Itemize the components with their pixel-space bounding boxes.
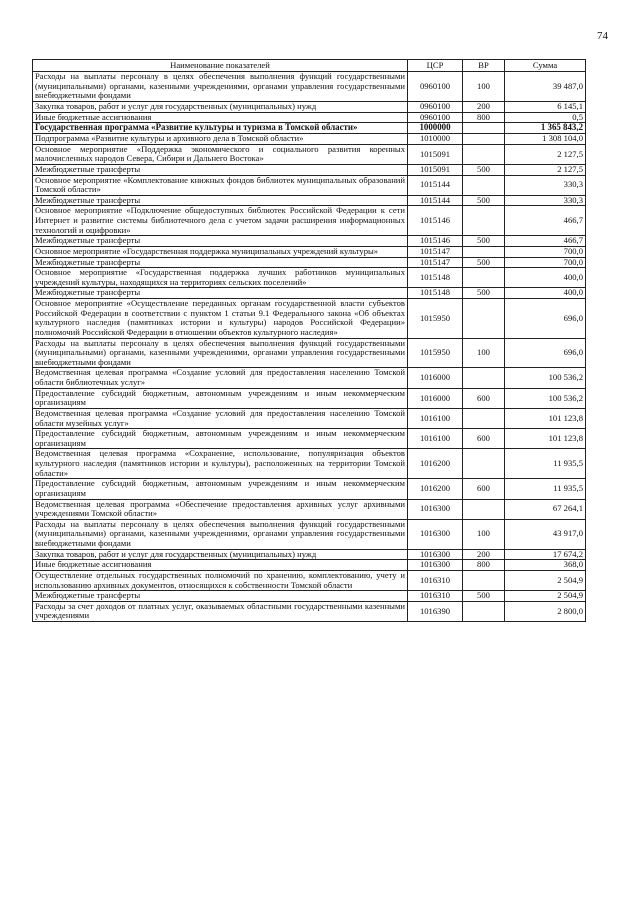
row-vr: 600 [463, 388, 505, 408]
row-code: 1016200 [408, 479, 463, 499]
row-name: Ведомственная целевая программа «Сохранение, использование, популяризация объектов культурного наследия (памятников истории и культуры), расположенных на территории Томской области» [33, 449, 408, 479]
table-body [33, 72, 586, 622]
table-row [33, 388, 586, 408]
row-code: 1016100 [408, 408, 463, 428]
row-vr: 800 [463, 112, 505, 123]
row-name: Ведомственная целевая программа «Обеспечение предоставления архивных услуг архивными учреждениями Томской области» [33, 499, 408, 519]
row-sum: 101 123,8 [505, 429, 586, 449]
row-vr: 500 [463, 591, 505, 602]
header-code: ЦСР [408, 60, 463, 72]
row-name: Расходы на выплаты персоналу в целях обеспечения выполнения функций государственными (муниципальными) органами, казенными учреждениями, органами управления государственными внебюджетными фондами [33, 72, 408, 102]
row-name: Расходы на выплаты персоналу в целях обеспечения выполнения функций государственными (муниципальными) органами, казенными учреждениями, органами управления государственными внебюджетными фондами [33, 338, 408, 368]
row-name: Межбюджетные трансферты [33, 195, 408, 206]
row-vr: 200 [463, 549, 505, 560]
table-row [33, 499, 586, 519]
row-sum: 17 674,2 [505, 549, 586, 560]
row-code: 1016300 [408, 549, 463, 560]
row-code: 1000000 [408, 123, 463, 134]
row-name: Закупка товаров, работ и услуг для государственных (муниципальных) нужд [33, 549, 408, 560]
row-sum: 700,0 [505, 257, 586, 268]
table-row [33, 299, 586, 339]
row-sum: 696,0 [505, 299, 586, 339]
row-name: Межбюджетные трансферты [33, 591, 408, 602]
row-sum: 700,0 [505, 246, 586, 257]
row-code: 1015148 [408, 268, 463, 288]
row-sum: 2 127,5 [505, 164, 586, 175]
budget-table [32, 59, 586, 622]
row-code: 1015091 [408, 164, 463, 175]
row-vr [463, 408, 505, 428]
table-row [33, 236, 586, 247]
row-vr [463, 449, 505, 479]
row-vr: 200 [463, 101, 505, 112]
row-vr [463, 601, 505, 621]
table-row [33, 268, 586, 288]
row-code: 1016390 [408, 601, 463, 621]
row-vr: 600 [463, 479, 505, 499]
row-code: 1015147 [408, 246, 463, 257]
table-row [33, 601, 586, 621]
row-sum: 0,5 [505, 112, 586, 123]
row-vr: 100 [463, 72, 505, 102]
row-code: 1010000 [408, 134, 463, 145]
table-row [33, 449, 586, 479]
row-name: Предоставление субсидий бюджетным, автономным учреждениям и иным некоммерческим организациям [33, 429, 408, 449]
table-row [33, 570, 586, 590]
table-row [33, 429, 586, 449]
header-vr: ВР [463, 60, 505, 72]
row-vr [463, 368, 505, 388]
row-name: Ведомственная целевая программа «Создание условий для предоставления населению Томской области музейных услуг» [33, 408, 408, 428]
row-sum: 330,3 [505, 195, 586, 206]
row-code: 1016300 [408, 519, 463, 549]
row-sum: 368,0 [505, 560, 586, 571]
row-sum: 67 264,1 [505, 499, 586, 519]
row-name: Основное мероприятие «Осуществление переданных органам государственной власти субъектов Российской Федерации в соответствии с пунктом 1 статьи 9.1 Федерального закона «Об объектах культурного наследия (памятниках истории и культуры) народов Российской Федерации» полномочий Российской Федерации в отношении объектов культурного наследия» [33, 299, 408, 339]
row-vr: 500 [463, 195, 505, 206]
row-code: 1015950 [408, 299, 463, 339]
table-row [33, 560, 586, 571]
row-name: Предоставление субсидий бюджетным, автономным учреждениям и иным некоммерческим организациям [33, 479, 408, 499]
row-code: 0960100 [408, 72, 463, 102]
table-row [33, 101, 586, 112]
row-vr: 100 [463, 338, 505, 368]
row-code: 1016200 [408, 449, 463, 479]
row-name: Предоставление субсидий бюджетным, автономным учреждениям и иным некоммерческим организациям [33, 388, 408, 408]
row-name: Основное мероприятие «Поддержка экономического и социального развития коренных малочисленных народов Севера, Сибири и Дальнего Востока» [33, 144, 408, 164]
table-row [33, 123, 586, 134]
row-name: Осуществление отдельных государственных полномочий по хранению, комплектованию, учету и использованию архивных документов, относящихся к собственности Томской области [33, 570, 408, 590]
row-name: Межбюджетные трансферты [33, 164, 408, 175]
row-sum: 466,7 [505, 206, 586, 236]
row-name: Иные бюджетные ассигнования [33, 560, 408, 571]
row-sum: 11 935,5 [505, 449, 586, 479]
row-code: 0960100 [408, 101, 463, 112]
row-vr: 100 [463, 519, 505, 549]
row-name: Государственная программа «Развитие культуры и туризма в Томской области» [33, 123, 408, 134]
table-row [33, 195, 586, 206]
table-row [33, 175, 586, 195]
row-name: Иные бюджетные ассигнования [33, 112, 408, 123]
table-row [33, 591, 586, 602]
row-code: 1015147 [408, 257, 463, 268]
table-row [33, 112, 586, 123]
table-row [33, 144, 586, 164]
row-vr [463, 175, 505, 195]
row-code: 1016000 [408, 368, 463, 388]
table-row [33, 338, 586, 368]
row-sum: 696,0 [505, 338, 586, 368]
row-vr [463, 499, 505, 519]
row-code: 1015146 [408, 206, 463, 236]
row-vr: 800 [463, 560, 505, 571]
table-row [33, 164, 586, 175]
row-sum: 43 917,0 [505, 519, 586, 549]
row-sum: 101 123,8 [505, 408, 586, 428]
header-name: Наименование показателей [33, 60, 408, 72]
table-row [33, 479, 586, 499]
row-vr: 500 [463, 257, 505, 268]
row-sum: 400,0 [505, 288, 586, 299]
row-vr [463, 299, 505, 339]
table-row [33, 549, 586, 560]
table-row [33, 368, 586, 388]
row-code: 1016100 [408, 429, 463, 449]
row-vr [463, 570, 505, 590]
row-vr [463, 268, 505, 288]
row-sum: 1 308 104,0 [505, 134, 586, 145]
header-sum: Сумма [505, 60, 586, 72]
row-name: Основное мероприятие «Комплектование книжных фондов библиотек муниципальных образований Томской области» [33, 175, 408, 195]
row-sum: 100 536,2 [505, 368, 586, 388]
row-name: Подпрограмма «Развитие культуры и архивного дела в Томской области» [33, 134, 408, 145]
row-name: Межбюджетные трансферты [33, 288, 408, 299]
row-name: Межбюджетные трансферты [33, 257, 408, 268]
table-header-row [33, 60, 586, 72]
row-vr [463, 123, 505, 134]
row-code: 1015144 [408, 175, 463, 195]
table-row [33, 408, 586, 428]
row-code: 1016310 [408, 570, 463, 590]
row-vr: 500 [463, 164, 505, 175]
page-number: 74 [597, 30, 608, 42]
row-name: Основное мероприятие «Государственная поддержка лучших работников муниципальных учреждений культуры, находящихся на территориях сельских поселений» [33, 268, 408, 288]
row-sum: 2 127,5 [505, 144, 586, 164]
row-vr [463, 134, 505, 145]
row-sum: 2 504,9 [505, 570, 586, 590]
row-code: 1016000 [408, 388, 463, 408]
table-row [33, 288, 586, 299]
row-code: 1015144 [408, 195, 463, 206]
row-sum: 39 487,0 [505, 72, 586, 102]
table-row [33, 72, 586, 102]
row-sum: 466,7 [505, 236, 586, 247]
row-sum: 400,0 [505, 268, 586, 288]
row-code: 1015146 [408, 236, 463, 247]
row-name: Ведомственная целевая программа «Создание условий для предоставления населению Томской области библиотечных услуг» [33, 368, 408, 388]
row-code: 1016310 [408, 591, 463, 602]
row-name: Основное мероприятие «Государственная поддержка муниципальных учреждений культуры» [33, 246, 408, 257]
table-row [33, 206, 586, 236]
row-sum: 100 536,2 [505, 388, 586, 408]
table-row [33, 134, 586, 145]
row-sum: 2 800,0 [505, 601, 586, 621]
row-name: Расходы на выплаты персоналу в целях обеспечения выполнения функций государственными (муниципальными) органами, казенными учреждениями, органами управления государственными внебюджетными фондами [33, 519, 408, 549]
row-code: 1016300 [408, 499, 463, 519]
table-row [33, 257, 586, 268]
row-name: Основное мероприятие «Подключение общедоступных библиотек Российской Федерации к сети Интернет и развитие системы библиотечного дела с учетом задачи расширения информационных технологий и оцифровки» [33, 206, 408, 236]
row-vr [463, 144, 505, 164]
row-vr: 500 [463, 288, 505, 299]
row-code: 1016300 [408, 560, 463, 571]
row-sum: 11 935,5 [505, 479, 586, 499]
row-code: 0960100 [408, 112, 463, 123]
row-sum: 2 504,9 [505, 591, 586, 602]
row-sum: 330,3 [505, 175, 586, 195]
row-code: 1015950 [408, 338, 463, 368]
row-name: Закупка товаров, работ и услуг для государственных (муниципальных) нужд [33, 101, 408, 112]
row-vr: 600 [463, 429, 505, 449]
row-sum: 1 365 843,2 [505, 123, 586, 134]
row-code: 1015091 [408, 144, 463, 164]
table-row [33, 246, 586, 257]
row-name: Расходы за счет доходов от платных услуг, оказываемых областными государственными казенными учреждениями [33, 601, 408, 621]
row-vr [463, 246, 505, 257]
row-vr: 500 [463, 236, 505, 247]
row-vr [463, 206, 505, 236]
row-name: Межбюджетные трансферты [33, 236, 408, 247]
table-row [33, 519, 586, 549]
row-code: 1015148 [408, 288, 463, 299]
row-sum: 6 145,1 [505, 101, 586, 112]
